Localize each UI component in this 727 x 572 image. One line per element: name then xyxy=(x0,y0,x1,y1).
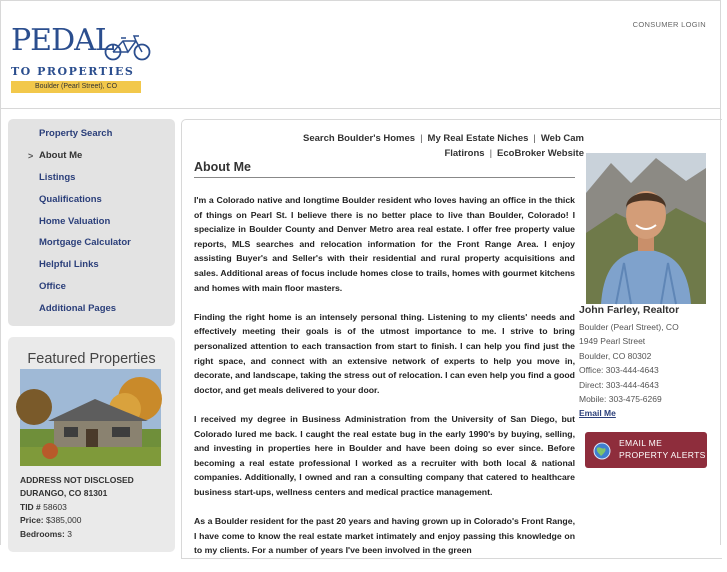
agent-direct-phone: Direct: 303-444-4643 xyxy=(579,379,659,390)
link-web-cam[interactable]: Web Cam xyxy=(540,133,584,144)
sidebar-item-office[interactable]: Office xyxy=(39,281,66,293)
link-separator: | xyxy=(420,133,423,144)
header-divider xyxy=(1,108,720,109)
property-tid-value: 58603 xyxy=(43,501,67,512)
main-content xyxy=(181,119,722,559)
alerts-button-line2: PROPERTY ALERTS xyxy=(619,450,706,460)
logo-location-bar: Boulder (Pearl Street), CO xyxy=(11,81,141,93)
logo-wordmark: PEDAL xyxy=(11,23,114,58)
paragraph: I'm a Colorado native and longtime Boulder resident who loves having an office in the thick of things on Pearl St. I believe there is no better place to live than Boulder, Colorado! I specialize in Boulder County and Denver Metro area real estate. I offer free property value reports, MLS searches and relocation information for the Front Range Area. I enjoy assisting Buyer's and Seller's with their residential and rural property acquisitions and sales. Additional areas of focus include homes close to trails, homes with gourmet kitchens and homes with main floor masters. xyxy=(194,195,575,293)
about-me-text xyxy=(194,193,575,572)
link-ecobroker-website[interactable]: EcoBroker Website xyxy=(497,148,584,159)
featured-properties-panel xyxy=(8,337,175,552)
sidebar-item-helpful-links[interactable]: Helpful Links xyxy=(39,259,99,271)
sidebar-item-mortgage-calculator[interactable]: Mortgage Calculator xyxy=(39,237,131,249)
sidebar-item-listings[interactable]: Listings xyxy=(39,171,76,183)
featured-property-photo[interactable] xyxy=(20,369,161,466)
agent-office-phone: Office: 303-444-4643 xyxy=(579,365,659,376)
property-address-line2: DURANGO, CO 81301 xyxy=(20,488,108,499)
globe-icon xyxy=(593,442,611,460)
site-logo[interactable] xyxy=(11,23,156,95)
agent-street: 1949 Pearl Street xyxy=(579,336,646,347)
property-bedrooms-label: Bedrooms: xyxy=(20,528,65,539)
paragraph: Finding the right home is an intensely personal thing. Listening to my clients' needs and effectively meeting their goals is of the utmost importance to me. I strive to bring personalized attention to each transaction from start to finish. I can help you find just the right space, and connect with an extensive network of experts to help you move in, decorate, and landscape, taking the stress out of relocation. I can even help you find a good doctor, and get meals delivered to your door. xyxy=(194,311,575,395)
email-property-alerts-button[interactable] xyxy=(585,432,707,468)
sidebar-item-about-me[interactable] xyxy=(8,147,175,169)
title-divider xyxy=(194,177,575,178)
sidebar-item-additional-pages[interactable]: Additional Pages xyxy=(39,303,117,315)
property-price-label: Price: xyxy=(20,515,44,526)
agent-office-name: Boulder (Pearl Street), CO xyxy=(579,322,679,332)
agent-photo xyxy=(586,153,706,304)
link-search-boulders-homes[interactable]: Search Boulder's Homes xyxy=(303,133,416,144)
top-links xyxy=(264,131,584,161)
link-separator: | xyxy=(533,133,536,144)
sidebar-item-label: About Me xyxy=(39,149,83,161)
property-tid-label: TID # xyxy=(20,501,41,512)
property-address-line1: ADDRESS NOT DISCLOSED xyxy=(20,475,134,485)
link-separator: | xyxy=(489,148,493,159)
current-page-arrow-icon: > xyxy=(28,150,34,161)
paragraph: As a Boulder resident for the past 20 years and having grown up in Colorado's Front Range, I have come to know the real estate market intimately and enjoy passing this knowledge on to my clients. For a number of years I've been involved in the green xyxy=(194,516,575,556)
bicycle-icon xyxy=(103,35,153,61)
featured-properties-title: Featured Properties xyxy=(27,351,156,367)
consumer-login-link[interactable]: CONSUMER LOGIN xyxy=(632,20,706,29)
sidebar-nav xyxy=(8,119,175,326)
page-title: About Me xyxy=(194,160,251,174)
sidebar-item-qualifications[interactable]: Qualifications xyxy=(39,193,102,205)
agent-name: John Farley, Realtor xyxy=(579,304,680,316)
featured-property-info xyxy=(20,474,170,541)
link-real-estate-niches[interactable]: My Real Estate Niches xyxy=(427,133,529,144)
agent-city: Boulder, CO 80302 xyxy=(579,350,652,361)
property-price-value: $385,000 xyxy=(46,515,82,526)
link-flatirons[interactable]: Flatirons xyxy=(444,148,485,159)
property-bedrooms-value: 3 xyxy=(67,528,72,539)
email-me-link[interactable]: Email Me xyxy=(579,408,616,419)
agent-mobile-phone: Mobile: 303-475-6269 xyxy=(579,394,662,405)
logo-tagline: TO PROPERTIES xyxy=(11,65,135,78)
agent-contact-info xyxy=(579,320,679,421)
sidebar-item-home-valuation[interactable]: Home Valuation xyxy=(39,215,111,227)
paragraph: I received my degree in Business Administration from the University of San Diego, but Colorado lured me back. I caught the real estate bug in the early 1990's by buying, selling, and investing in properties here in Boulder and have been doing so ever since. Before becoming a real estate professional I worked as a recruiter with both local & national companies. Additionally, I owned and ran a consulting company that catered to healthcare business start-ups, wellness centers and medical practice management. xyxy=(194,413,575,497)
alerts-button-line1: EMAIL ME xyxy=(619,438,663,448)
sidebar-item-property-search[interactable]: Property Search xyxy=(39,128,113,139)
